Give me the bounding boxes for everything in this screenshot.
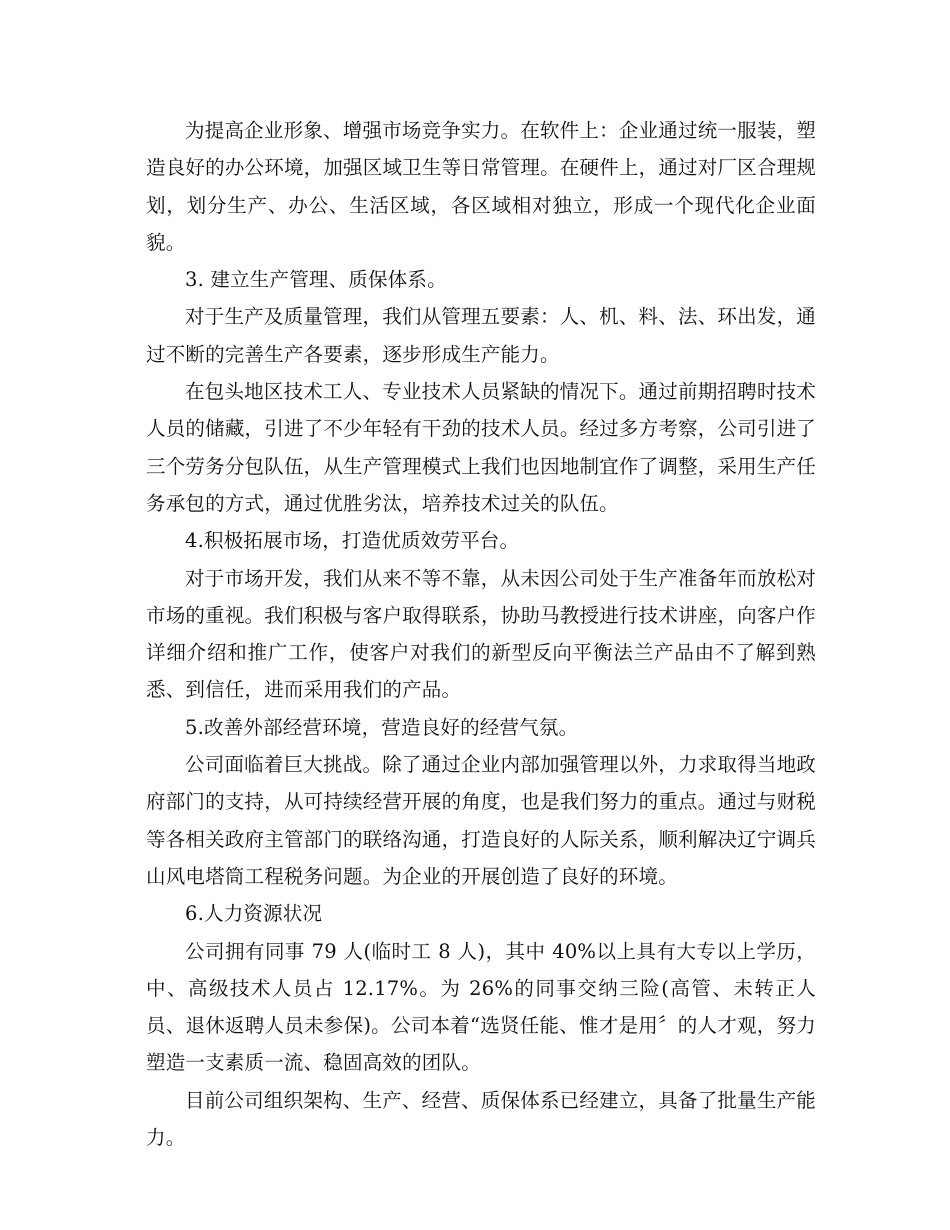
section-heading-human-resources: 6.人力资源状况 xyxy=(185,902,323,926)
section-heading-external-environment: 5.改善外部经营环境，营造良好的经营气氛。 xyxy=(185,715,579,739)
paragraph-government-relations: 公司面临着巨大挑战。除了通过企业内部加强管理以外，力求取得当地政府部门的支持，从可持续经营开展的角度，也是我们努力的重点。通过与财税等各相关政府主管部门的联络沟通，打造良好的人际关系，顺利解决辽宁调兵山风电塔筒工程税务问题。为企业的开展创造了良好的环境。 xyxy=(146,753,816,888)
paragraph-technical-staff: 在包头地区技术工人、专业技术人员紧缺的情况下。通过前期招聘时技术人员的储藏，引进了不少年轻有干劲的技术人员。经过多方考察，公司引进了三个劳务分包队伍，从生产管理模式上我们也因地制宜作了调整，采用生产任务承包的方式，通过优胜劣汰，培养技术过关的队伍。 xyxy=(146,380,816,515)
document-body xyxy=(146,112,816,1156)
paragraph-market-development: 对于市场开发，我们从来不等不靠，从未因公司处于生产准备年而放松对市场的重视。我们积极与客户取得联系，协助马教授进行技术讲座，向客户作详细介绍和推广工作，使客户对我们的新型反向平衡法兰产品由不了解到熟悉、到信任，进而采用我们的产品。 xyxy=(146,566,816,702)
paragraph-conclusion: 目前公司组织架构、生产、经营、质保体系已经建立，具备了批量生产能力。 xyxy=(146,1088,816,1150)
section-heading-market-expansion: 4.积极拓展市场，打造优质效劳平台。 xyxy=(185,529,520,553)
paragraph-image-improvement: 为提高企业形象、增强市场竞争实力。在软件上：企业通过统一服装，塑造良好的办公环境，加强区域卫生等日常管理。在硬件上，通过对厂区合理规划，划分生产、办公、生活区域，各区域相对独立，形成一个现代化企业面貌。 xyxy=(146,119,816,254)
section-heading-production-quality: 3. 建立生产管理、质保体系。 xyxy=(185,268,447,292)
paragraph-staff-statistics: 公司拥有同事 79 人(临时工 8 人)，其中 40%以上具有大专以上学历，中、高级技术人员占 12.17%。为 26%的同事交纳三险(高管、未转正人员、退休返聘人员未参保)。公司本着“选贤任能、惟才是用〞的人才观，努力塑造一支素质一流、稳固高效的团队。 xyxy=(146,939,816,1075)
paragraph-five-elements: 对于生产及质量管理，我们从管理五要素：人、机、料、法、环出发，通过不断的完善生产各要素，逐步形成生产能力。 xyxy=(146,305,816,366)
